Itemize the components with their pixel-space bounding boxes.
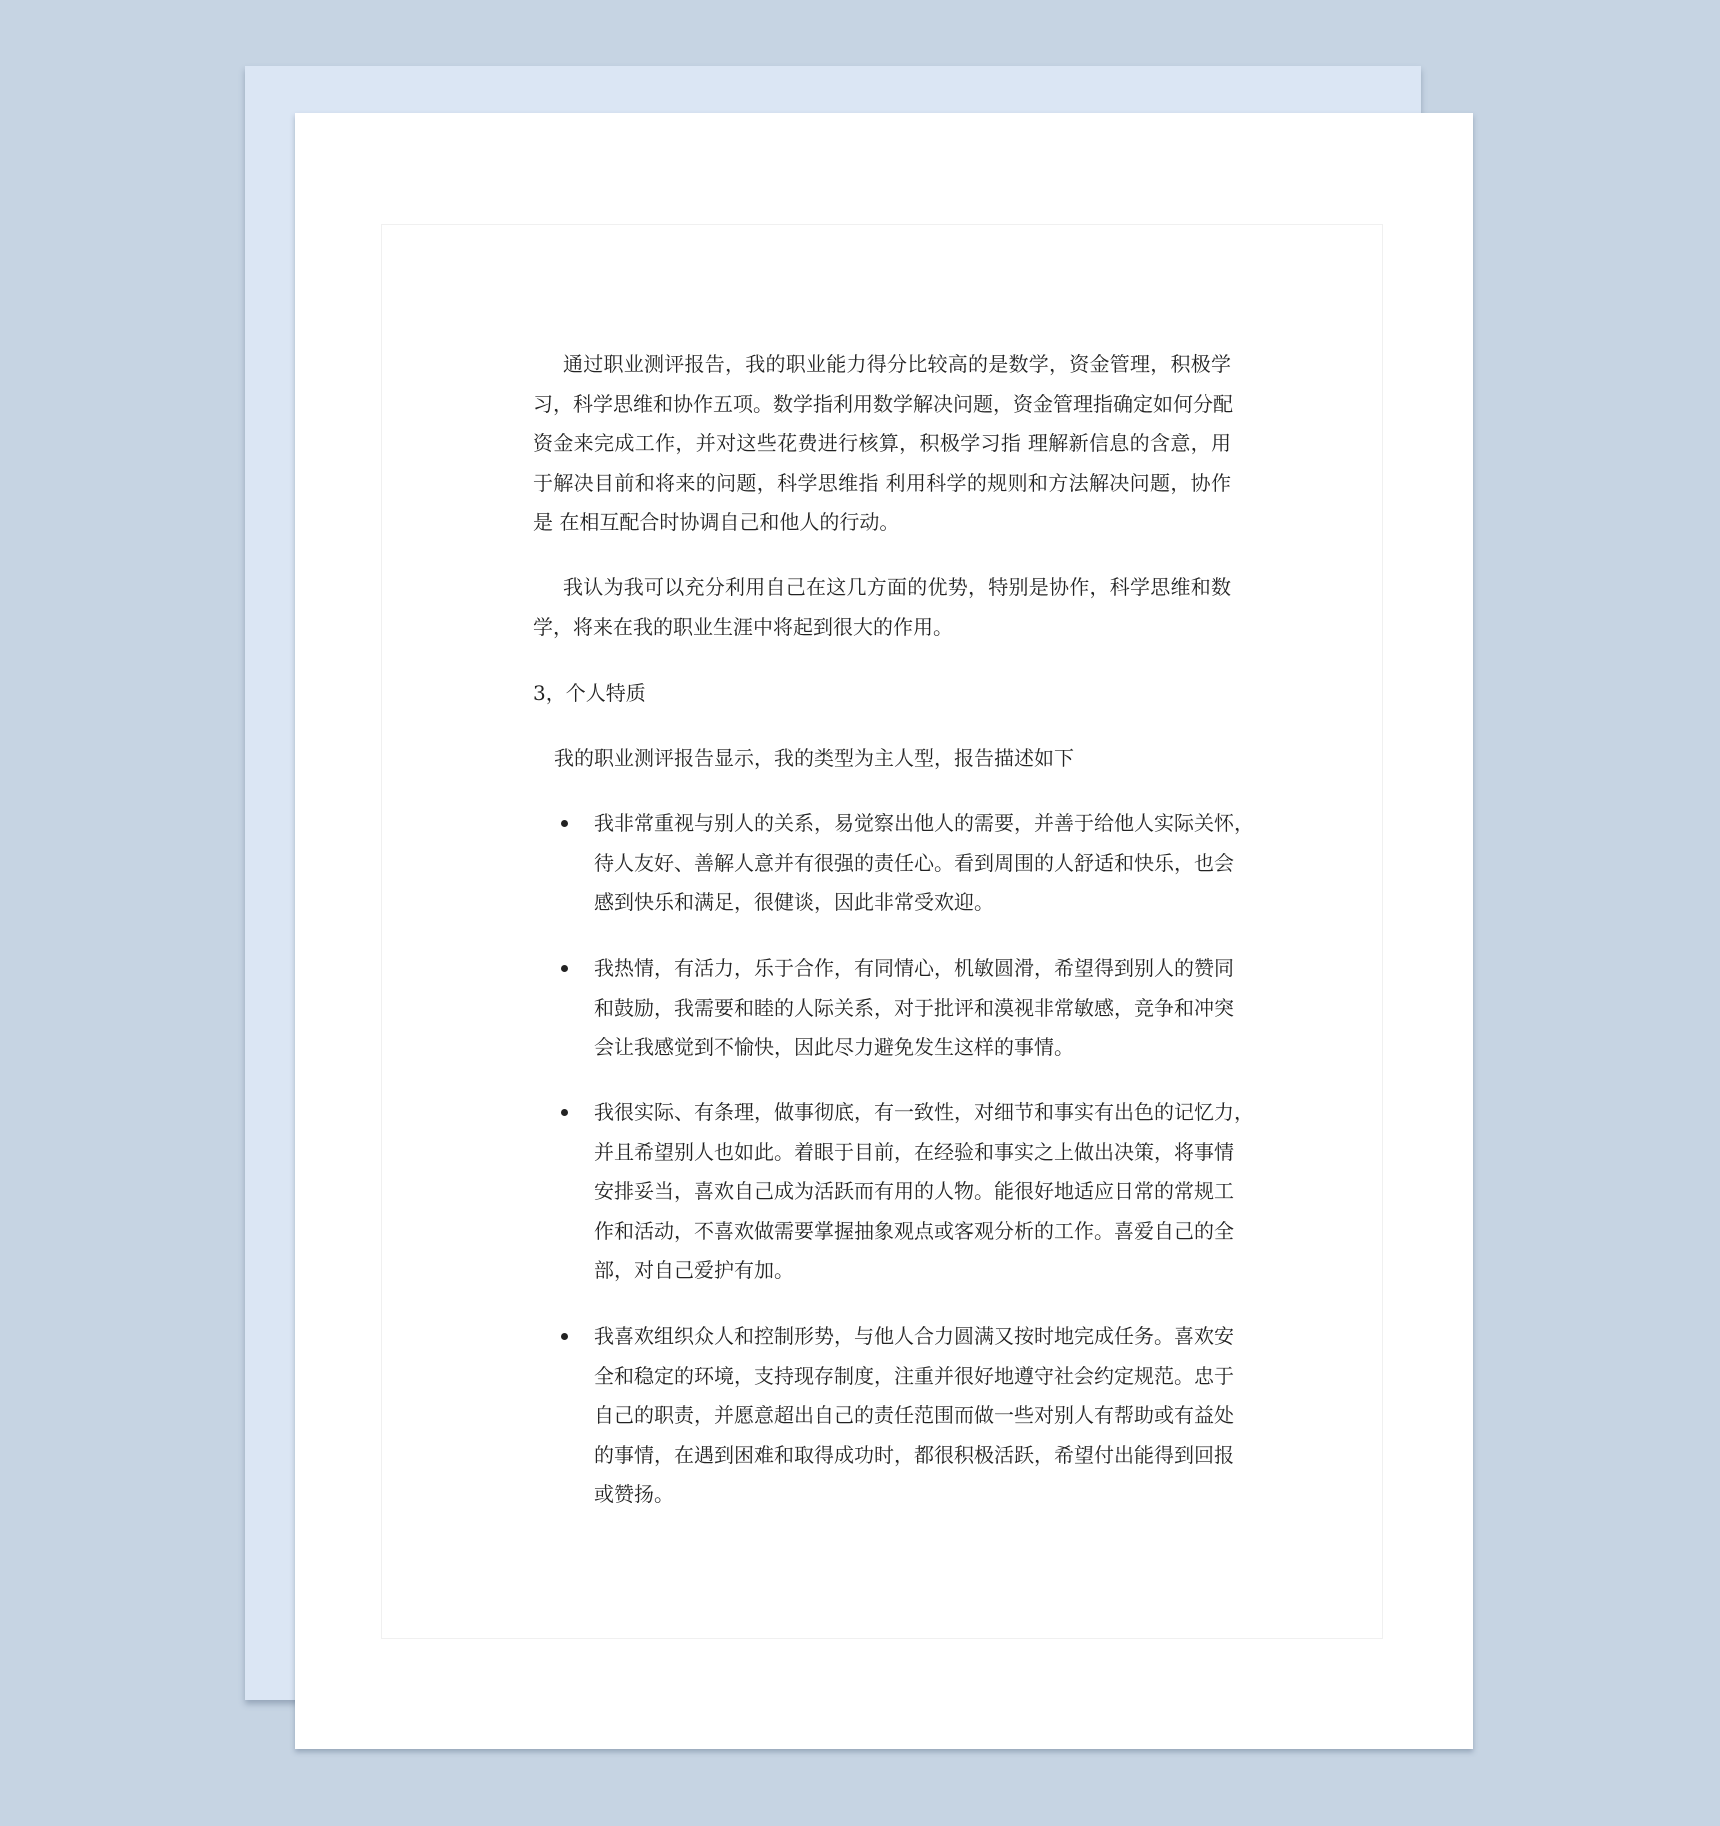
text-line: 我很实际、有条理，做事彻底，有一致性，对细节和事实有出色的记忆力， [594,1100,1254,1124]
text-line: 安排妥当，喜欢自己成为活跃而有用的人物。能很好地适应日常的常规工 [594,1179,1234,1203]
text-line: 是 在相互配合时协调自己和他人的行动。 [533,510,900,534]
text-line: 我非常重视与别人的关系，易觉察出他人的需要，并善于给他人实际关怀， [594,811,1254,835]
text-line: 我认为我可以充分利用自己在这几方面的优势，特别是协作，科学思维和数 [563,575,1231,599]
text-line: 的事情，在遇到困难和取得成功时，都很积极活跃，希望付出能得到回报 [594,1442,1234,1467]
text-line: 于解决目前和将来的问题，科学思维指 利用科学的规则和方法解决问题，协作 [533,470,1231,495]
bullet-item [594,804,1254,923]
intro-text: 我的职业测评报告显示，我的类型为主人型，报告描述如下 [554,746,1074,770]
text-line: 待人友好、善解人意并有很强的责任心。看到周围的人舒适和快乐，也会 [594,850,1234,875]
bullet-icon [561,1109,568,1116]
paragraph-2 [533,568,1231,647]
paragraph-1 [533,345,1231,543]
bullet-icon [561,820,568,827]
text-line: 资金来完成工作，并对这些花费进行核算，积极学习指 理解新信息的含意，用 [533,431,1231,455]
bullet-item [594,949,1234,1068]
bullet-icon [561,965,568,972]
text-line: 学，将来在我的职业生涯中将起到很大的作用。 [533,614,953,639]
text-line: 通过职业测评报告，我的职业能力得分比较高的是数学，资金管理，积极学 [563,352,1231,376]
text-line: 会让我感觉到不愉快，因此尽力避免发生这样的事情。 [594,1035,1074,1059]
bullet-item [594,1093,1254,1291]
text-line: 或赞扬。 [594,1482,674,1506]
text-line: 自己的职责，并愿意超出自己的责任范围而做一些对别人有帮助或有益处 [594,1403,1234,1427]
text-line: 我喜欢组织众人和控制形势，与他人合力圆满又按时地完成任务。喜欢安 [594,1324,1234,1348]
text-line: 我热情，有活力，乐于合作，有同情心，机敏圆滑，希望得到别人的赞同 [594,956,1234,980]
text-line: 并且希望别人也如此。着眼于目前，在经验和事实之上做出决策，将事情 [594,1139,1234,1164]
section-heading: 3，个人特质 [533,681,646,705]
text-line: 习，科学思维和协作五项。数学指利用数学解决问题，资金管理指确定如何分配 [533,391,1233,416]
bullet-item [594,1317,1234,1515]
text-line: 部，对自己爱护有加。 [594,1258,794,1282]
text-line: 作和活动，不喜欢做需要掌握抽象观点或客观分析的工作。喜爱自己的全 [594,1218,1234,1243]
bullet-icon [561,1333,568,1340]
text-line: 和鼓励，我需要和睦的人际关系，对于批评和漠视非常敏感，竞争和冲突 [594,995,1234,1020]
text-line: 全和稳定的环境，支持现存制度，注重并很好地遵守社会约定规范。忠于 [594,1363,1234,1388]
text-line: 感到快乐和满足，很健谈，因此非常受欢迎。 [594,890,994,914]
